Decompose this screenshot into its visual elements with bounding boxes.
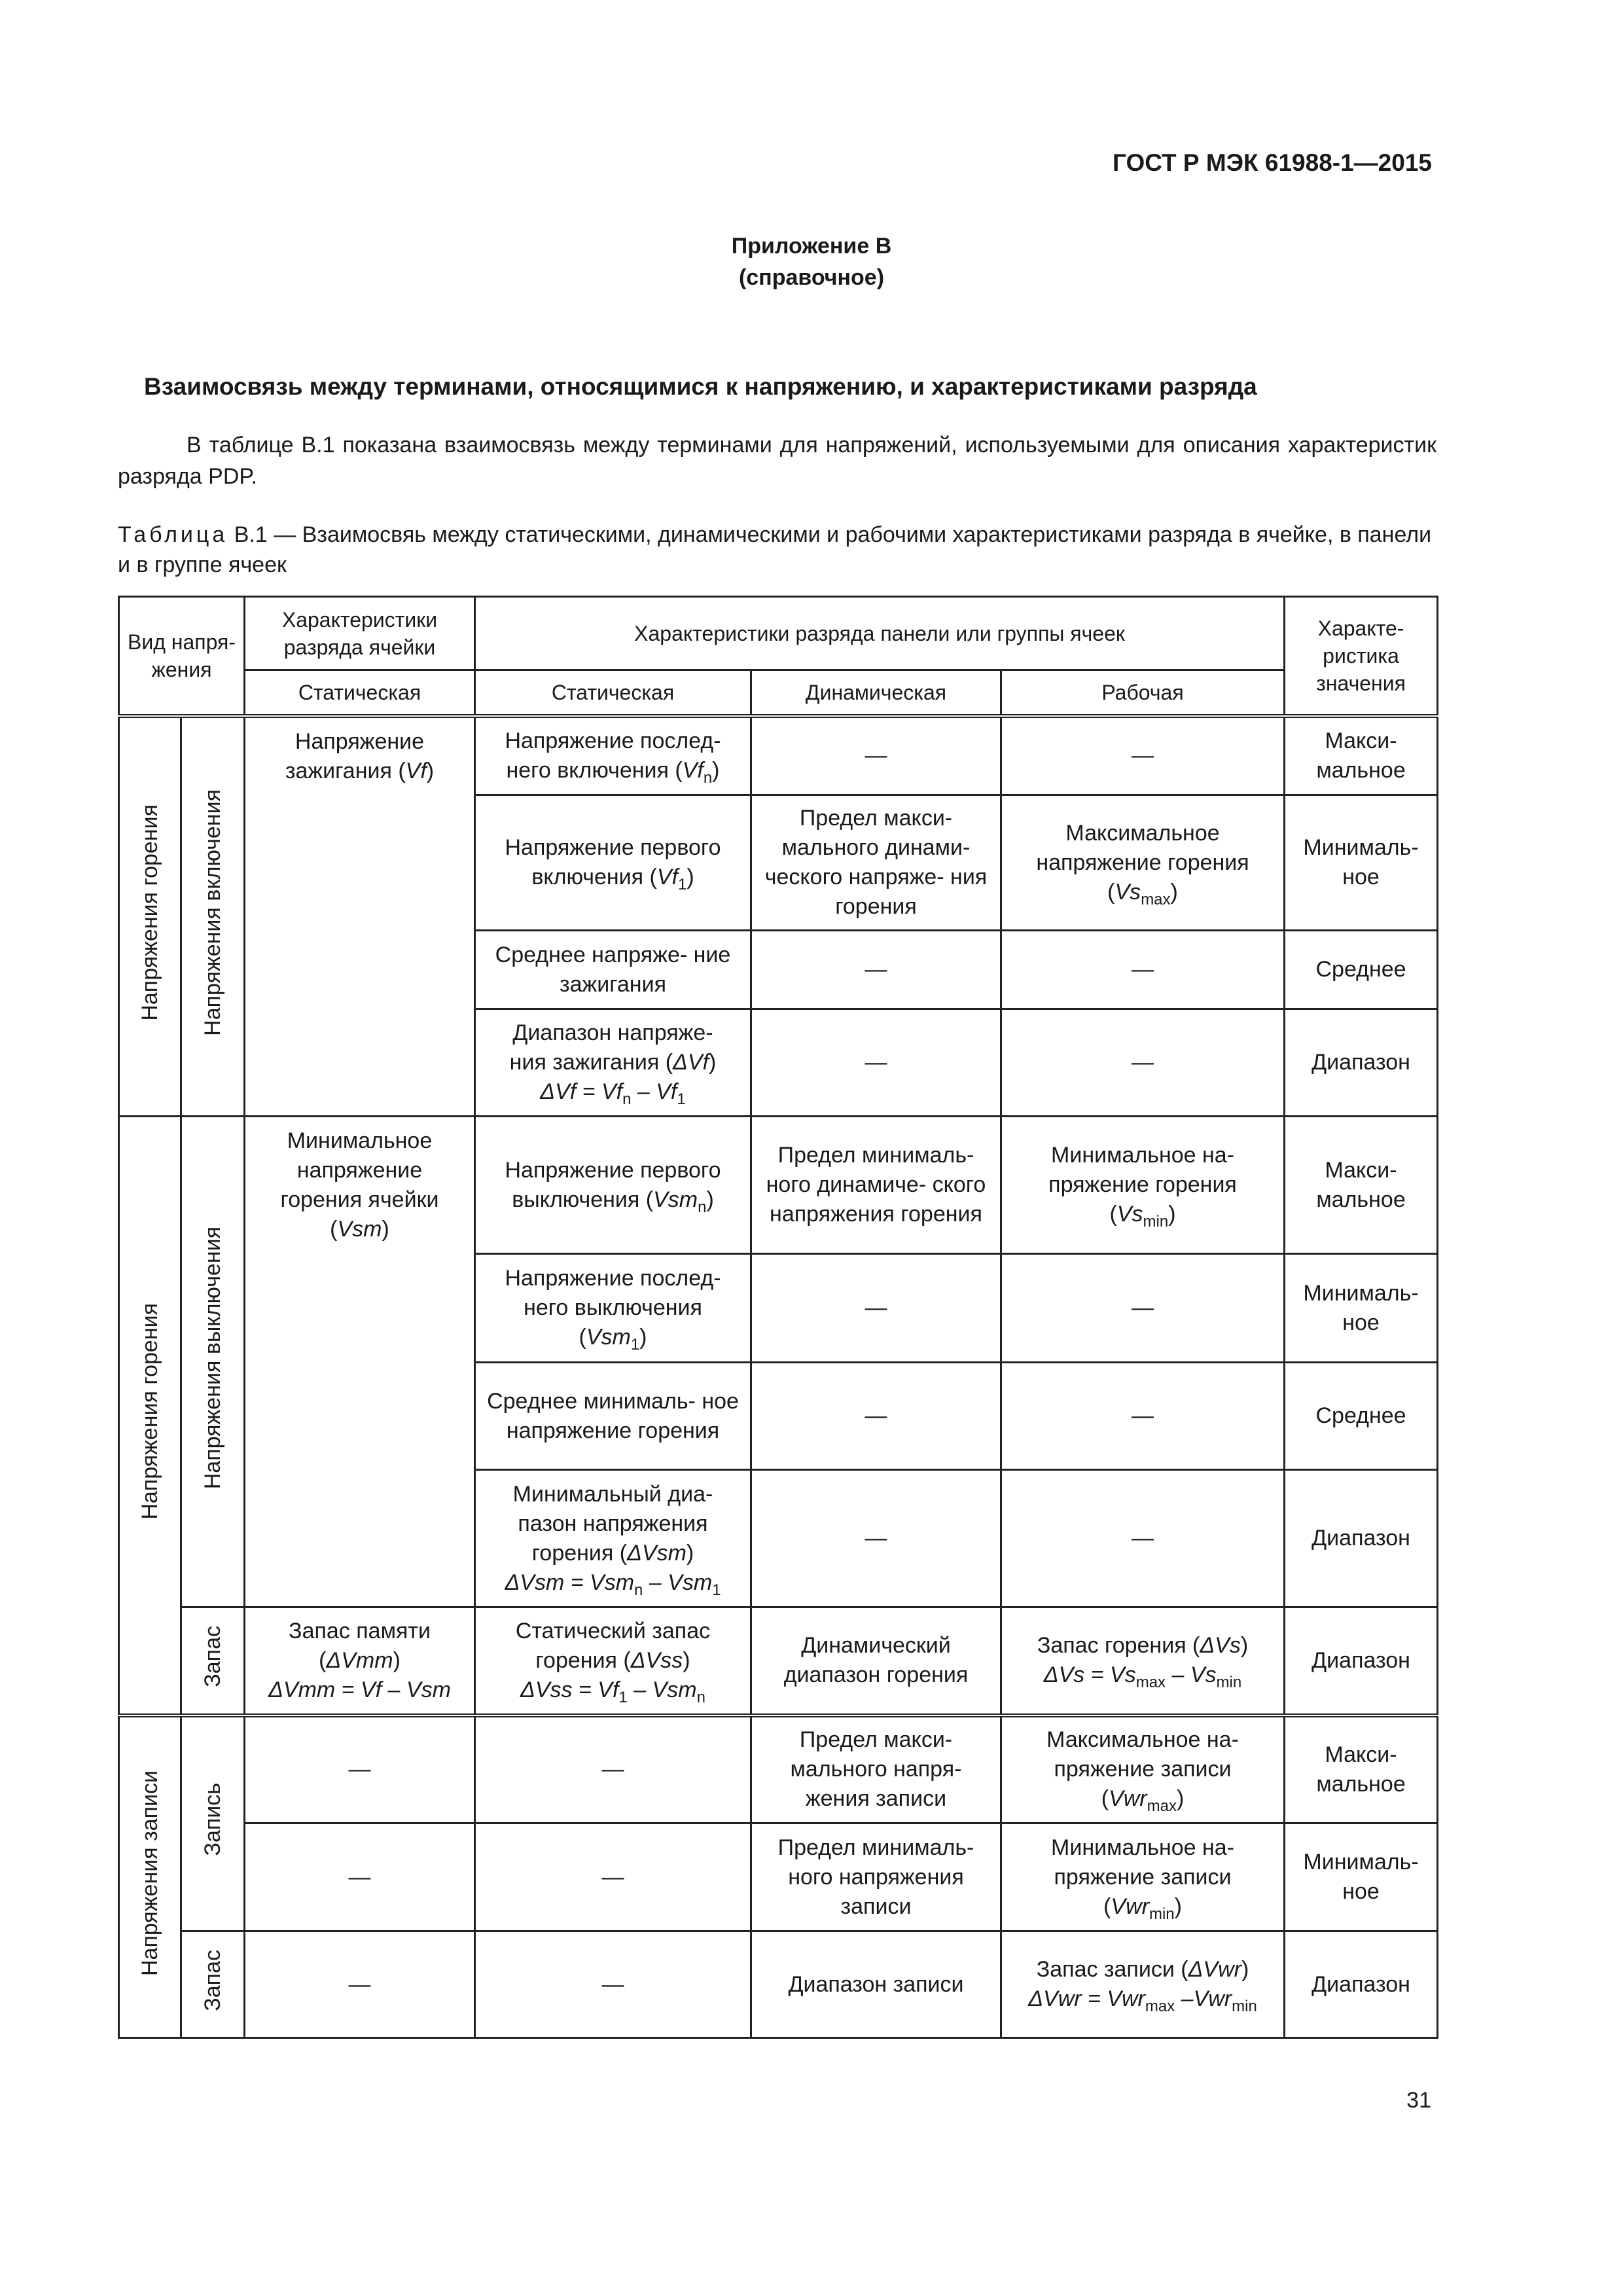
appendix-title bbox=[0, 230, 1623, 293]
panel-static-value: Минимальный диа- пазон напряжения горения (ΔVsm) ΔVsm = Vsm$_n$ – Vsm$_1$ bbox=[475, 1470, 751, 1607]
subgroup-label: Запись bbox=[181, 1715, 245, 1931]
panel-operating-value: Максимальное напряжение горения $(Vs_{max})$ bbox=[1001, 795, 1285, 931]
panel-operating-value: Минимальное на- пряжение записи (Vwr$_{min}$) bbox=[1001, 1823, 1285, 1931]
panel-dynamic-value: Диапазон записи bbox=[751, 1931, 1001, 2038]
value-characteristic: Диапазон bbox=[1285, 1470, 1438, 1607]
panel-static-value: Статический запас горения (ΔVss) $\Delta Vss = Vf_1 - Vsm_n$ bbox=[475, 1607, 751, 1715]
panel-dynamic-value: — bbox=[751, 1363, 1001, 1470]
panel-dynamic-value: Предел макси- мального напря- жения записи bbox=[751, 1715, 1001, 1823]
panel-dynamic-value: Динамический диапазон горения bbox=[751, 1607, 1001, 1715]
discharge-characteristics-table bbox=[118, 596, 1438, 2039]
value-characteristic: Макси- мальное bbox=[1285, 1117, 1438, 1254]
table-row bbox=[119, 1607, 1438, 1715]
panel-static-value: — bbox=[475, 1715, 751, 1823]
subgroup-label: Напряжения включения bbox=[181, 716, 245, 1117]
panel-operating-value: Запас горения (ΔVs) $\Delta Vs = Vs_{max} - Vs_{min}$ bbox=[1001, 1607, 1285, 1715]
cell-static-value: Запас памяти (ΔVmm) ΔVmm = Vf – Vsm bbox=[245, 1607, 475, 1715]
value-characteristic: Диапазон bbox=[1285, 1931, 1438, 2038]
panel-static-value: — bbox=[475, 1931, 751, 2038]
cell-static-value: — bbox=[245, 1715, 475, 1823]
header-cell-characteristics: Характеристики разряда ячейки bbox=[245, 597, 475, 670]
panel-operating-value: Запас записи (ΔVwr) ΔVwr = Vwr$_{max}$ –Vwr$_{min}$ bbox=[1001, 1931, 1285, 2038]
header-voltage-kind: Вид напря- жения bbox=[119, 597, 245, 716]
value-characteristic: Диапазон bbox=[1285, 1607, 1438, 1715]
subgroup-label: Запас bbox=[181, 1607, 245, 1715]
panel-operating-value: — bbox=[1001, 931, 1285, 1009]
panel-operating-value: — bbox=[1001, 1254, 1285, 1363]
section-title: Взаимосвязь между терминами, относящимися к напряжению, и характеристиками разряда bbox=[144, 373, 1257, 400]
table-row bbox=[119, 1823, 1438, 1931]
group-label: Напряжения записи bbox=[119, 1715, 181, 2038]
table-row bbox=[119, 1715, 1438, 1823]
subgroup-label: Запас bbox=[181, 1931, 245, 2038]
appendix-type: (справочное) bbox=[738, 265, 885, 290]
panel-operating-value: — bbox=[1001, 1363, 1285, 1470]
panel-static-value: Диапазон напряже- ния зажигания (ΔVf) $\Delta Vf = Vf_n - Vf_1$ bbox=[475, 1009, 751, 1117]
panel-dynamic-value: — bbox=[751, 1470, 1001, 1607]
panel-dynamic-value: Предел минималь- ного динамиче- ского напряжения горения bbox=[751, 1117, 1001, 1254]
header-panel-characteristics: Характеристики разряда панели или группы ячеек bbox=[475, 597, 1285, 670]
header-cell-static: Статическая bbox=[245, 670, 475, 716]
value-characteristic: Диапазон bbox=[1285, 1009, 1438, 1117]
panel-dynamic-value: Предел минималь- ного напряжения записи bbox=[751, 1823, 1001, 1931]
panel-static-value: Среднее напряже- ние зажигания bbox=[475, 931, 751, 1009]
caption-label: Таблица bbox=[118, 522, 228, 547]
table-row bbox=[119, 1931, 1438, 2038]
panel-static-value: Напряжение послед- него выключения (Vsm$_1$) bbox=[475, 1254, 751, 1363]
value-characteristic: Макси- мальное bbox=[1285, 1715, 1438, 1823]
panel-operating-value: — bbox=[1001, 1009, 1285, 1117]
cell-static-value: Минимальное напряжение горения ячейки (Vsm) bbox=[245, 1117, 475, 1607]
caption-text: В.1 — Взаимосвяь между статическими, динамическими и рабочими характеристиками разряда в ячейке, в панели и в группе ячеек bbox=[118, 522, 1432, 577]
panel-static-value: Напряжение первого выключения (Vsm$_n$) bbox=[475, 1117, 751, 1254]
panel-dynamic-value: Предел макси- мального динами- ческого напряже- ния горения bbox=[751, 795, 1001, 931]
panel-dynamic-value: — bbox=[751, 716, 1001, 795]
table-header-row bbox=[119, 597, 1438, 670]
group-label: Напряжения горения bbox=[119, 716, 181, 1117]
value-characteristic: Минималь- ное bbox=[1285, 1254, 1438, 1363]
cell-static-value: Напряжение зажигания (Vf) bbox=[245, 716, 475, 1117]
table-caption bbox=[118, 520, 1436, 580]
document-code: ГОСТ Р МЭК 61988-1—2015 bbox=[1112, 149, 1432, 176]
header-panel-dynamic: Динамическая bbox=[751, 670, 1001, 716]
intro-paragraph: В таблице В.1 показана взаимосвязь между терминами для напряжений, используемыми для описания характеристик разряда PDP. bbox=[118, 433, 1436, 489]
panel-static-value: Напряжение первого включения $(Vf_1)$ bbox=[475, 795, 751, 931]
cell-static-value: — bbox=[245, 1823, 475, 1931]
panel-static-value: Среднее минималь- ное напряжение горения bbox=[475, 1363, 751, 1470]
page-number: 31 bbox=[1406, 2088, 1431, 2113]
group-label: Напряжения горения bbox=[119, 1117, 181, 1715]
appendix-label: Приложение В bbox=[731, 234, 892, 259]
value-characteristic: Макси- мальное bbox=[1285, 716, 1438, 795]
header-value-characteristic: Характе- ристика значения bbox=[1285, 597, 1438, 716]
panel-operating-value: Максимальное на- пряжение записи (Vwr$_{max}$) bbox=[1001, 1715, 1285, 1823]
value-characteristic: Минималь- ное bbox=[1285, 795, 1438, 931]
panel-dynamic-value: — bbox=[751, 1009, 1001, 1117]
panel-static-value: — bbox=[475, 1823, 751, 1931]
table-subheader-row bbox=[119, 670, 1438, 716]
panel-dynamic-value: — bbox=[751, 931, 1001, 1009]
panel-operating-value: Минимальное на- пряжение горения $(Vs_{min})$ bbox=[1001, 1117, 1285, 1254]
cell-static-value: — bbox=[245, 1931, 475, 2038]
panel-dynamic-value: — bbox=[751, 1254, 1001, 1363]
panel-static-value: Напряжение послед- него включения $(Vf_n)$ bbox=[475, 716, 751, 795]
header-panel-operating: Рабочая bbox=[1001, 670, 1285, 716]
panel-operating-value: — bbox=[1001, 1470, 1285, 1607]
value-characteristic: Среднее bbox=[1285, 1363, 1438, 1470]
table-row bbox=[119, 716, 1438, 795]
header-panel-static: Статическая bbox=[475, 670, 751, 716]
table-row bbox=[119, 1117, 1438, 1254]
value-characteristic: Среднее bbox=[1285, 931, 1438, 1009]
subgroup-label: Напряжения выключения bbox=[181, 1117, 245, 1607]
value-characteristic: Минималь- ное bbox=[1285, 1823, 1438, 1931]
panel-operating-value: — bbox=[1001, 716, 1285, 795]
